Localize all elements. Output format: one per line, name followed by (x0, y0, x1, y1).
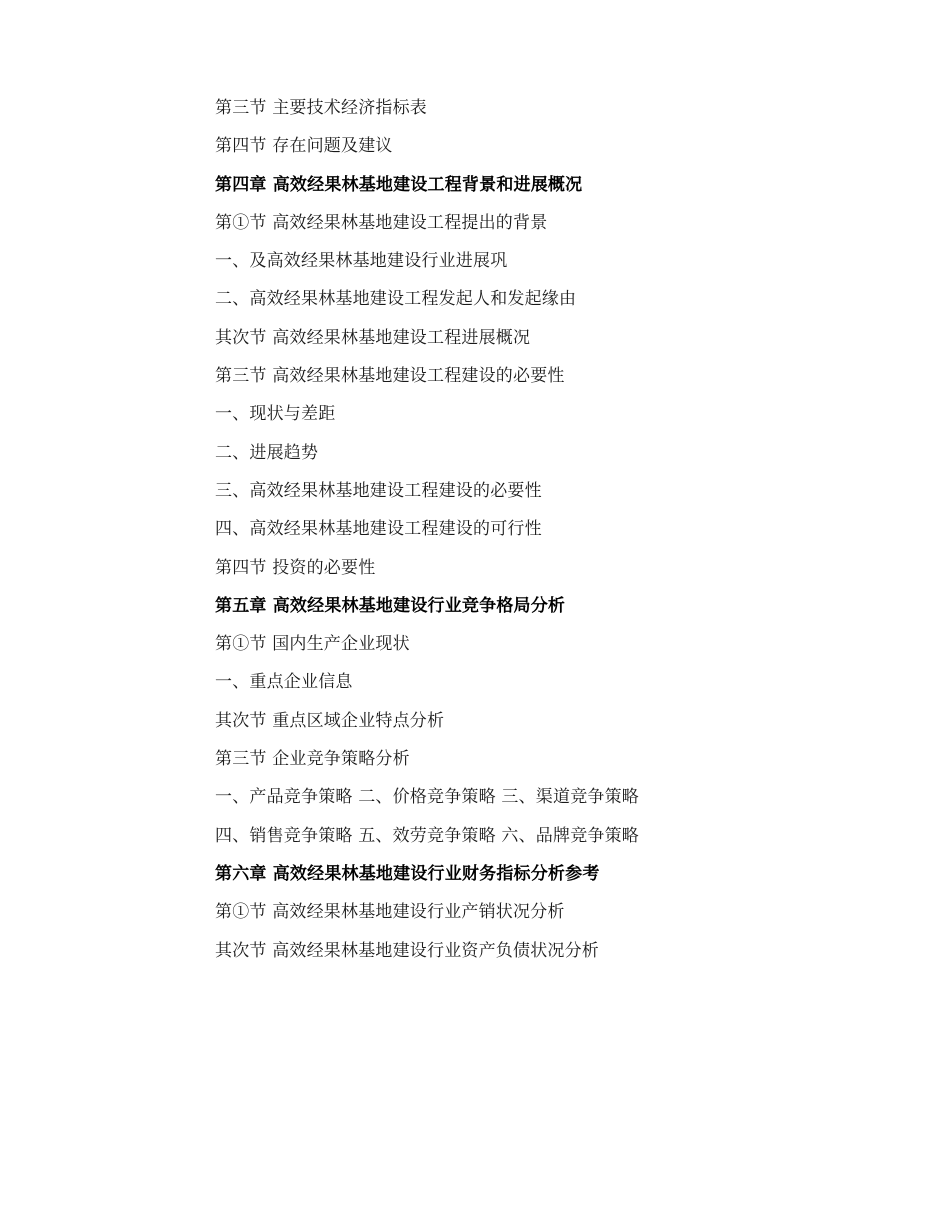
toc-line: 第四节 投资的必要性 (215, 557, 376, 578)
toc-line: 其次节 高效经果林基地建设行业资产负债状况分析 (215, 940, 600, 961)
toc-line: 四、销售竞争策略 五、效劳竞争策略 六、品牌竞争策略 (215, 825, 640, 846)
toc-line: 第三节 高效经果林基地建设工程建设的必要性 (215, 366, 565, 387)
toc-line: 第①节 高效经果林基地建设工程提出的背景 (215, 212, 548, 233)
toc-line: 一、现状与差距 (215, 404, 336, 425)
toc-line: 第四节 存在问题及建议 (215, 136, 393, 157)
toc-line: 一、产品竞争策略 二、价格竞争策略 三、渠道竞争策略 (215, 787, 640, 808)
toc-line: 二、进展趋势 (215, 442, 319, 463)
table-of-contents (215, 89, 915, 970)
chapter-heading: 第四章 高效经果林基地建设工程背景和进展概况 (215, 174, 583, 195)
toc-line: 第①节 国内生产企业现状 (215, 634, 410, 655)
toc-line: 一、重点企业信息 (215, 672, 353, 693)
chapter-heading: 第五章 高效经果林基地建设行业竞争格局分析 (215, 595, 566, 616)
toc-line: 第三节 主要技术经济指标表 (215, 98, 428, 118)
toc-line: 一、及高效经果林基地建设行业进展巩 (215, 251, 508, 272)
toc-line: 其次节 高效经果林基地建设工程进展概况 (215, 327, 531, 348)
toc-line: 三、高效经果林基地建设工程建设的必要性 (215, 480, 542, 501)
toc-line: 第①节 高效经果林基地建设行业产销状况分析 (215, 902, 565, 923)
toc-line: 四、高效经果林基地建设工程建设的可行性 (215, 519, 542, 540)
toc-line: 二、高效经果林基地建设工程发起人和发起缘由 (215, 289, 577, 310)
chapter-heading: 第六章 高效经果林基地建设行业财务指标分析参考 (215, 863, 600, 884)
toc-line: 其次节 重点区域企业特点分析 (215, 710, 445, 731)
toc-line: 第三节 企业竞争策略分析 (215, 749, 410, 770)
